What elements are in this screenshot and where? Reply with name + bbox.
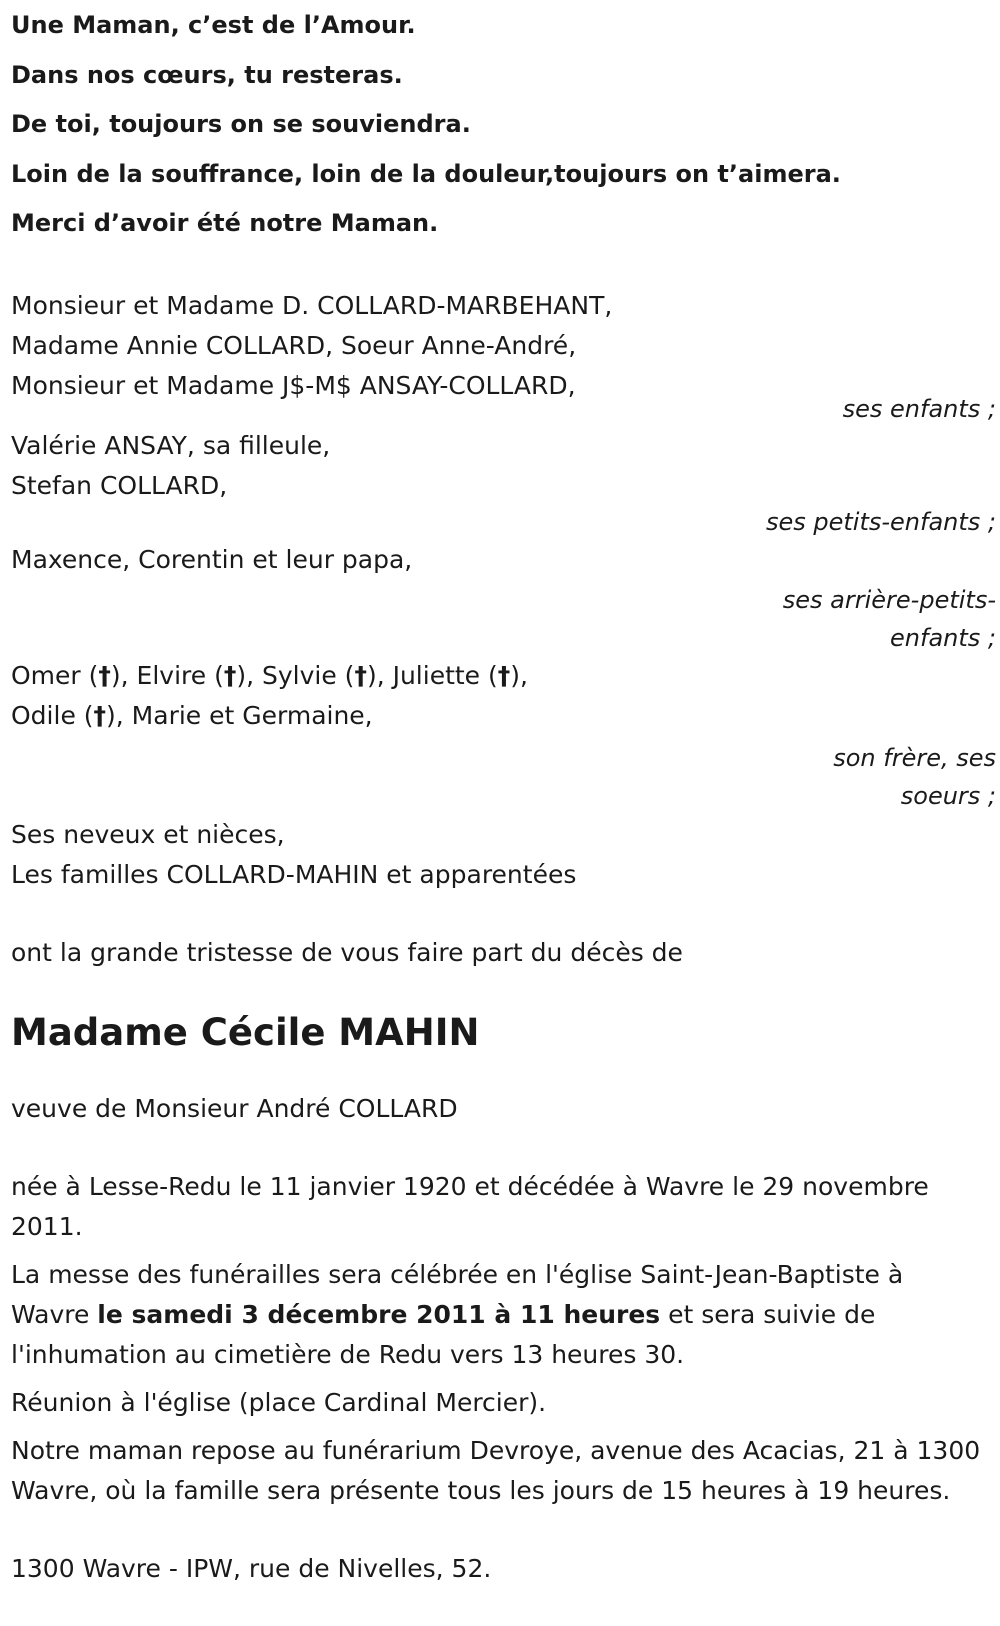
family-line: Valérie ANSAY, sa filleule, <box>11 430 331 460</box>
siblings-block <box>11 656 996 816</box>
family-line: Stefan COLLARD, <box>11 470 228 500</box>
meeting-info: Réunion à l'église (place Cardinal Mercier). <box>11 1387 547 1417</box>
extended-family-block <box>11 815 996 895</box>
family-line: Ses neveux et nièces, <box>11 819 285 849</box>
great-grandchildren-block <box>11 540 996 658</box>
text: ), Elvire ( <box>110 660 224 690</box>
poem-line: Une Maman, c’est de l’Amour. <box>11 11 416 39</box>
poem-line: Loin de la souffrance, loin de la douleur,toujours on t’aimera. <box>11 159 841 188</box>
cross-icon: † <box>354 660 367 690</box>
cross-icon: † <box>497 660 511 690</box>
poem-line: Dans nos cœurs, tu resteras. <box>11 60 403 89</box>
rest-info: Notre maman repose au funérarium Devroye, avenue des Acacias, 21 à 1300 Wavre, où la famille sera présente tous les jours de 15 heures à 19 heures. <box>11 1435 981 1505</box>
family-line: Madame Annie COLLARD, Soeur Anne-André, <box>11 330 577 360</box>
role-label: son frère, ses <box>833 743 996 772</box>
role-label: enfants ; <box>890 623 996 652</box>
role-label: ses enfants ; <box>842 394 996 423</box>
family-line: Monsieur et Madame J$-M$ ANSAY-COLLARD, <box>11 370 576 400</box>
poem-line: De toi, toujours on se souviendra. <box>11 110 471 138</box>
role-label: soeurs ; <box>900 781 996 810</box>
birth-death: née à Lesse-Redu le 11 janvier 1920 et décédée à Wavre le 29 novembre 2011. <box>11 1171 929 1241</box>
text: ), <box>510 660 528 690</box>
cross-icon: † <box>223 660 237 690</box>
cross-icon: † <box>93 700 107 730</box>
text: ), Sylvie ( <box>236 660 355 690</box>
text: ), Marie et Germaine, <box>106 700 373 730</box>
poem-line: Merci d’avoir été notre Maman. <box>11 209 439 237</box>
deceased-name: Madame Cécile MAHIN <box>11 1010 480 1054</box>
poem <box>11 0 996 249</box>
role-label: ses petits-enfants ; <box>765 507 996 536</box>
announcement: ont la grande tristesse de vous faire part du décès de <box>11 937 683 967</box>
cross-icon: † <box>98 660 111 690</box>
children-block <box>11 286 996 429</box>
mass-date: le samedi 3 décembre 2011 à 11 heures <box>97 1299 661 1329</box>
text: Omer ( <box>11 660 99 690</box>
grandchildren-block <box>11 426 996 542</box>
text: et sera suivie de l'inhumation au cimetière de Redu vers 13 heures 30. <box>11 1299 876 1369</box>
role-label: ses arrière-petits- <box>782 585 996 614</box>
siblings-line <box>11 696 996 736</box>
family-line: Maxence, Corentin et leur papa, <box>11 544 413 574</box>
obituary-page <box>11 0 996 1589</box>
address: 1300 Wavre - IPW, rue de Nivelles, 52. <box>11 1553 492 1583</box>
text: La messe des funérailles sera célébrée en l'église Saint-Jean-Baptiste à Wavre <box>11 1259 904 1329</box>
text: ), Juliette ( <box>366 660 498 690</box>
mass-info <box>11 1255 981 1375</box>
widow-of: veuve de Monsieur André COLLARD <box>11 1093 458 1123</box>
siblings-line <box>11 656 996 696</box>
family-line: Les familles COLLARD-MAHIN et apparentées <box>11 859 577 889</box>
family-line: Monsieur et Madame D. COLLARD-MARBEHANT, <box>11 290 613 320</box>
text: Odile ( <box>11 700 94 730</box>
